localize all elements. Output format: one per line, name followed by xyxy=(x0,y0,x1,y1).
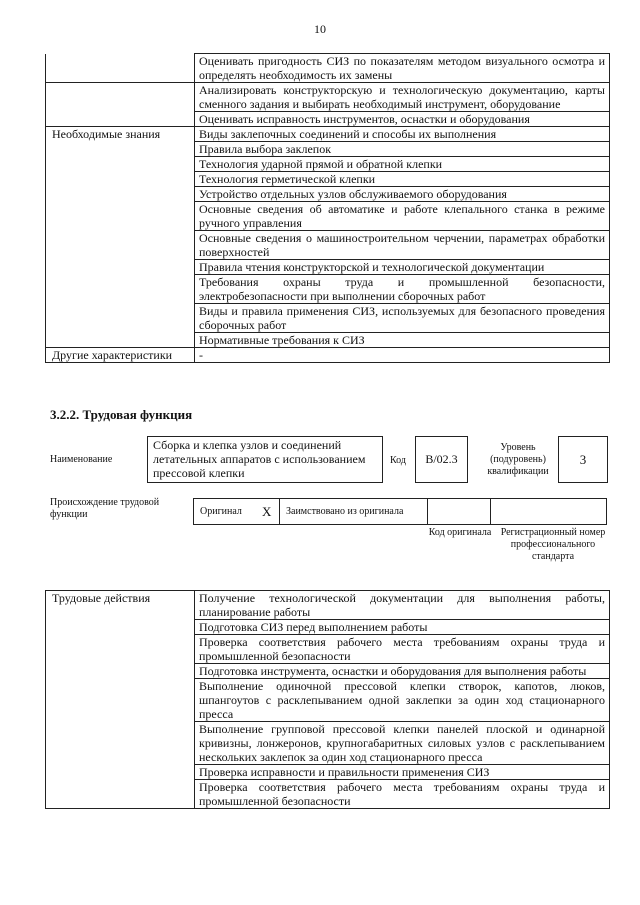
table-cell: Подготовка СИЗ перед выполнением работы xyxy=(195,620,610,635)
origin-label: Происхождение трудовой функции xyxy=(50,497,160,520)
table-row xyxy=(46,591,610,620)
table-cell: Оценивать пригодность СИЗ по показателям методом визуального осмотра и определять необходимость их замены xyxy=(195,54,610,83)
knowledge-label: Необходимые знания xyxy=(46,127,195,348)
table-cell: Проверка соответствия рабочего места требованиям охраны труда и промышленной безопасности xyxy=(195,780,610,809)
table-cell: Оценивать исправность инструментов, оснастки и оборудования xyxy=(195,112,610,127)
table-cell: - xyxy=(195,348,610,363)
divider xyxy=(427,499,428,524)
table-cell: Правила чтения конструкторской и технологической документации xyxy=(195,260,610,275)
section-title: 3.2.2. Трудовая функция xyxy=(50,407,193,422)
table-cell: Проверка исправности и правильности применения СИЗ xyxy=(195,765,610,780)
original-label: Оригинал xyxy=(200,506,242,517)
knowledge-table xyxy=(45,53,610,363)
table-row xyxy=(46,127,610,142)
code-label: Код xyxy=(390,455,406,466)
table-row xyxy=(46,348,610,363)
table-cell: Требования охраны труда и промышленной безопасности, электробезопасности при выполнении сборочных работ xyxy=(195,275,610,304)
table-row xyxy=(46,83,610,112)
table-cell: Выполнение одиночной прессовой клепки створок, капотов, люков, шпангоутов с расклепыванием одной заклепки за один ход стационарного пресса xyxy=(195,679,610,722)
actions-label: Трудовые действия xyxy=(46,591,195,809)
table-cell: Виды и правила применения СИЗ, используемых для безопасного проведения сборочных работ xyxy=(195,304,610,333)
table-row xyxy=(46,112,610,127)
table-cell: Основные сведения о машиностроительном черчении, параметрах обработки поверхностей xyxy=(195,231,610,260)
divider xyxy=(490,499,491,524)
code-box: B/02.3 xyxy=(415,436,468,483)
table-cell: Технология герметической клепки xyxy=(195,172,610,187)
table-cell: Выполнение групповой прессовой клепки панелей плоской и одинарной кривизны, лонжеронов, крупногабаритных силовых узлов с расклепыванием нескольких заклепок за один ход стационарного пресса xyxy=(195,722,610,765)
name-label: Наименование xyxy=(50,454,113,465)
code-caption: Код оригинала xyxy=(428,527,492,538)
table-cell: Нормативные требования к СИЗ xyxy=(195,333,610,348)
table-row xyxy=(46,54,610,83)
table-cell: Проверка соответствия рабочего места требованиям охраны труда и промышленной безопасности xyxy=(195,635,610,664)
table-cell: Устройство отдельных узлов обслуживаемого оборудования xyxy=(195,187,610,202)
table-cell: Правила выбора заклепок xyxy=(195,142,610,157)
level-label: Уровень (подуровень) квалификации xyxy=(487,442,549,477)
function-name-box: Сборка и клепка узлов и соединений летательных аппаратов с использованием прессовой клепки xyxy=(147,436,383,483)
table-cell: Виды заклепочных соединений и способы их выполнения xyxy=(195,127,610,142)
reg-caption: Регистрационный номер профессионального стандарта xyxy=(500,527,606,562)
origin-row xyxy=(193,498,607,525)
table-cell: Основные сведения об автоматике и работе клепального станка в режиме ручного управления xyxy=(195,202,610,231)
original-mark: X xyxy=(262,504,272,519)
table-cell: Получение технологической документации для выполнения работы, планирование работы xyxy=(195,591,610,620)
actions-table xyxy=(45,590,610,809)
borrowed-label: Заимствовано из оригинала xyxy=(286,506,404,517)
table-cell: Подготовка инструмента, оснастки и оборудования для выполнения работы xyxy=(195,664,610,679)
table-cell: Анализировать конструкторскую и технологическую документацию, карты сменного задания и выбирать необходимый инструмент, оборудование xyxy=(195,83,610,112)
table-cell: Технология ударной прямой и обратной клепки xyxy=(195,157,610,172)
level-box: 3 xyxy=(558,436,608,483)
other-label: Другие характеристики xyxy=(46,348,195,363)
page-number: 10 xyxy=(314,22,326,36)
divider xyxy=(279,499,280,524)
